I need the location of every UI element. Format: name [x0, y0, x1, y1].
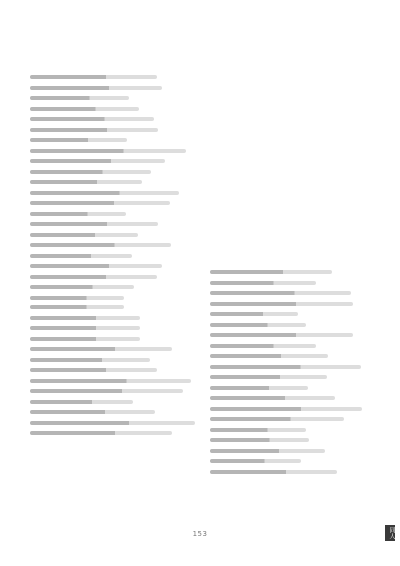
text-line [30, 296, 124, 300]
text-line [30, 358, 150, 362]
text-line [210, 333, 353, 337]
text-line [30, 264, 162, 268]
text-line [210, 417, 344, 421]
text-line [30, 180, 142, 184]
text-line [210, 365, 361, 369]
text-line [30, 191, 179, 195]
text-line [30, 128, 158, 132]
text-line [210, 459, 301, 463]
text-line [210, 375, 327, 379]
text-line [30, 233, 138, 237]
text-line [210, 428, 306, 432]
text-line [30, 368, 157, 372]
text-line [30, 149, 186, 153]
text-line [30, 117, 154, 121]
text-line [30, 275, 157, 279]
text-line [210, 323, 306, 327]
page-number: 153 [192, 530, 208, 538]
text-line [30, 410, 155, 414]
text-line [210, 281, 316, 285]
text-line [30, 316, 140, 320]
text-line [30, 107, 139, 111]
text-line [210, 312, 298, 316]
text-line [30, 326, 140, 330]
text-line [30, 389, 183, 393]
text-line [210, 449, 325, 453]
text-line [30, 254, 132, 258]
text-line [30, 86, 162, 90]
text-line [30, 285, 134, 289]
text-line [210, 302, 353, 306]
text-line [210, 438, 309, 442]
text-line [30, 170, 151, 174]
text-line [30, 305, 124, 309]
text-line [30, 222, 158, 226]
text-line [210, 470, 337, 474]
text-line [30, 243, 171, 247]
text-line [210, 344, 316, 348]
text-block-upper-left [30, 75, 195, 315]
text-line [30, 379, 191, 383]
text-line [30, 96, 129, 100]
text-line [210, 354, 328, 358]
text-line [210, 270, 332, 274]
text-line [30, 201, 170, 205]
text-line [210, 291, 351, 295]
text-block-lower-left [30, 305, 195, 445]
text-line [30, 337, 140, 341]
text-line [210, 386, 308, 390]
text-line [30, 400, 133, 404]
text-line [30, 421, 195, 425]
text-line [30, 159, 165, 163]
text-line [30, 212, 126, 216]
text-line [30, 347, 172, 351]
text-block-right [210, 270, 365, 490]
text-line [30, 75, 157, 79]
text-line [30, 138, 127, 142]
edge-tab: 同人 [385, 525, 395, 541]
text-line [210, 407, 362, 411]
text-line [30, 431, 172, 435]
text-line [210, 396, 335, 400]
